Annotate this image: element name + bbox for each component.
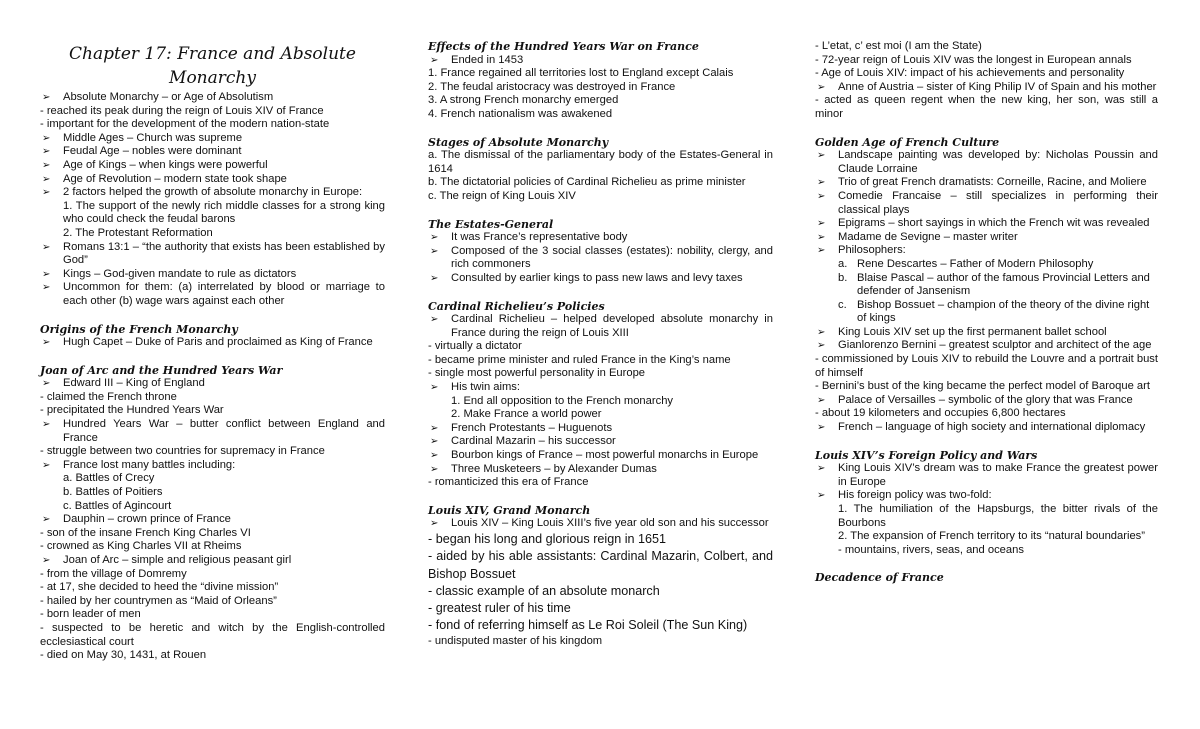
bullet-item: ➢ Louis XIV – King Louis XIII’s five year old son and his successor — [428, 517, 773, 531]
bullet-item: ➢ Absolute Monarchy – or Age of Absolutism — [40, 91, 385, 105]
bullet-item: ➢ Consulted by earlier kings to pass new laws and levy taxes — [428, 272, 773, 286]
chapter-title: Chapter 17: France and Absolute Monarchy — [69, 44, 356, 88]
estates-heading: The Estates-General — [428, 217, 554, 231]
dash-item: - single most powerful personality in Europe — [428, 367, 646, 380]
dash-item: - died on May 30, 1431, at Rouen — [40, 649, 207, 662]
dash-item: - classic example of an absolute monarch — [428, 583, 660, 598]
bullet-item: ➢ His foreign policy was two-fold: — [815, 489, 1158, 503]
sub-list-text: Bishop Bossuet – champion of the theory of the divine right of kings — [857, 298, 1150, 325]
foreign-policy-section — [815, 462, 1158, 557]
dash-item: - aided by his able assistants: Cardinal Mazarin, Colbert, and Bishop Bossuet — [428, 549, 773, 581]
bullet-item: ➢ Edward III – King of England — [40, 377, 385, 391]
effects-section — [428, 54, 773, 122]
bullet-item: ➢ Age of Revolution – modern state took shape — [40, 173, 385, 187]
bullet-item: ➢ Cardinal Richelieu – helped developed absolute monarchy in France during the reign of Louis XIII — [428, 313, 773, 340]
column-3 — [815, 40, 1158, 585]
bullet-item: ➢ Joan of Arc – simple and religious peasant girl — [40, 554, 385, 568]
bullet-item: ➢ Romans 13:1 – “the authority that exists has been established by God” — [40, 241, 385, 268]
dash-item: - commissioned by Louis XIV to rebuild the Louvre and a portrait bust of himself — [815, 353, 1158, 379]
dash-item: b. The dictatorial policies of Cardinal Richelieu as prime minister — [428, 176, 746, 189]
bullet-item: ➢ Ended in 1453 — [428, 54, 773, 68]
origins-section — [40, 336, 385, 350]
bullet-item: ➢ Cardinal Mazarin – his successor — [428, 435, 773, 449]
louis-section — [428, 517, 773, 648]
numbered-item: 2. The Protestant Reformation — [63, 226, 213, 239]
bullet-item: ➢ Anne of Austria – sister of King Philip IV of Spain and his mother — [815, 81, 1158, 95]
bullet-item: ➢ Hugh Capet – Duke of Paris and proclaimed as King of France — [40, 336, 385, 350]
sub-list-item — [815, 258, 1158, 272]
dash-item: - from the village of Domremy — [40, 567, 187, 580]
dash-item: - Bernini’s bust of the king became the perfect model of Baroque art — [815, 380, 1150, 393]
dash-item: - crowned as King Charles VII at Rheims — [40, 540, 242, 553]
dash-item: 3. A strong French monarchy emerged — [428, 94, 619, 107]
bullet-item: ➢ Landscape painting was developed by: Nicholas Poussin and Claude Lorraine — [815, 149, 1158, 176]
dash-item: - became prime minister and ruled France in the King’s name — [428, 353, 731, 366]
bullet-item: ➢ Madame de Sevigne – master writer — [815, 231, 1158, 245]
numbered-item: 1. The support of the newly rich middle classes for a strong king who could check the feudal barons — [63, 199, 385, 226]
sub-list-letter: c. — [838, 298, 847, 311]
dash-item: - hailed by her countrymen as “Maid of Orleans” — [40, 594, 277, 607]
dash-item: 4. French nationalism was awakened — [428, 107, 613, 120]
numbered-item: b. Battles of Poitiers — [63, 486, 163, 499]
dash-item: c. The reign of King Louis XIV — [428, 189, 576, 202]
numbered-item: 2. The expansion of French territory to its “natural boundaries” — [838, 530, 1145, 543]
bullet-item: ➢ French Protestants – Huguenots — [428, 422, 773, 436]
intro-section — [40, 91, 385, 309]
stages-section — [428, 149, 773, 203]
numbered-item: 1. End all opposition to the French monarchy — [451, 394, 674, 407]
numbered-item: c. Battles of Agincourt — [63, 499, 172, 512]
dash-item: - born leader of men — [40, 608, 141, 621]
bullet-item: ➢ French – language of high society and international diplomacy — [815, 421, 1158, 435]
dash-item: - struggle between two countries for supremacy in France — [40, 445, 325, 458]
dash-item: 1. France regained all territories lost to England except Calais — [428, 67, 734, 80]
louis-continued-section — [815, 40, 1158, 122]
bullet-item: ➢ Age of Kings – when kings were powerful — [40, 159, 385, 173]
dash-item: - 72-year reign of Louis XIV was the longest in European annals — [815, 53, 1132, 66]
numbered-item: 2. Make France a world power — [451, 408, 602, 421]
bullet-item: ➢ Comedie Francaise – still specializes in performing their classical plays — [815, 190, 1158, 217]
bullet-item: ➢ Middle Ages – Church was supreme — [40, 132, 385, 146]
dash-item: - greatest ruler of his time — [428, 601, 571, 616]
column-1 — [40, 40, 385, 663]
sub-list-item — [815, 272, 1158, 299]
dash-item: - reached its peak during the reign of Louis XIV of France — [40, 104, 324, 117]
dash-item: - at 17, she decided to heed the “divine mission” — [40, 581, 279, 594]
dash-item: - son of the insane French King Charles VI — [40, 526, 251, 539]
bullet-item: ➢ Composed of the 3 social classes (estates): nobility, clergy, and rich commoners — [428, 245, 773, 272]
bullet-item: ➢ 2 factors helped the growth of absolute monarchy in Europe: — [40, 186, 385, 200]
dash-item: a. The dismissal of the parliamentary body of the Estates-General in 1614 — [428, 149, 773, 175]
foreign-policy-heading: Louis XIV’s Foreign Policy and Wars — [815, 448, 1038, 462]
numbered-item: 1. The humiliation of the Hapsburgs, the bitter rivals of the Bourbons — [838, 503, 1158, 529]
column-2 — [428, 40, 773, 648]
dash-item: - fond of referring himself as Le Roi Soleil (The Sun King) — [428, 618, 748, 633]
numbered-item: a. Battles of Crecy — [63, 472, 155, 485]
bullet-item: ➢ Bourbon kings of France – most powerful monarchs in Europe — [428, 449, 773, 463]
sub-list-letter: a. — [838, 257, 848, 270]
decadence-heading: Decadence of France — [815, 571, 944, 585]
dash-item: - about 19 kilometers and occupies 6,800 hectares — [815, 407, 1066, 420]
numbered-item: - mountains, rivers, seas, and oceans — [838, 543, 1024, 556]
dash-item: - romanticized this era of France — [428, 476, 589, 489]
bullet-item: ➢ Philosophers: — [815, 244, 1158, 258]
dash-item: 2. The feudal aristocracy was destroyed in France — [428, 80, 676, 93]
bullet-item: ➢ It was France’s representative body — [428, 231, 773, 245]
golden-age-heading: Golden Age of French Culture — [815, 135, 1000, 149]
dash-item: - suspected to be heretic and witch by the English-controlled ecclesiastical court — [40, 621, 385, 648]
sub-list-text: Blaise Pascal – author of the famous Provincial Letters and defender of Jansenism — [857, 271, 1150, 298]
bullet-item: ➢ King Louis XIV set up the first permanent ballet school — [815, 326, 1158, 340]
bullet-item: ➢ Epigrams – short sayings in which the French wit was revealed — [815, 217, 1158, 231]
dash-item: - acted as queen regent when the new king, her son, was still a minor — [815, 94, 1158, 120]
bullet-item: ➢ His twin aims: — [428, 381, 773, 395]
bullet-item: ➢ Feudal Age – nobles were dominant — [40, 145, 385, 159]
bullet-item: ➢ Uncommon for them: (a) interrelated by blood or marriage to each other (b) wage wars against each other — [40, 281, 385, 308]
sub-list-item — [815, 299, 1158, 326]
bullet-item: ➢ Hundred Years War – butter conflict between England and France — [40, 418, 385, 445]
dash-item: - began his long and glorious reign in 1651 — [428, 532, 667, 546]
bullet-item: ➢ Gianlorenzo Bernini – greatest sculptor and architect of the age — [815, 339, 1158, 353]
sub-list-letter: b. — [838, 271, 848, 284]
bullet-item: ➢ Three Musketeers – by Alexander Dumas — [428, 463, 773, 477]
bullet-item: ➢ King Louis XIV’s dream was to make France the greatest power in Europe — [815, 462, 1158, 489]
bullet-item: ➢ Dauphin – crown prince of France — [40, 513, 385, 527]
dash-item: - Age of Louis XIV: impact of his achievements and personality — [815, 67, 1125, 80]
sub-list-text: Rene Descartes – Father of Modern Philosophy — [857, 257, 1094, 270]
dash-item: - precipitated the Hundred Years War — [40, 404, 224, 417]
dash-item: - important for the development of the modern nation-state — [40, 118, 330, 131]
bullet-item: ➢ France lost many battles including: — [40, 459, 385, 473]
dash-item: - claimed the French throne — [40, 390, 177, 403]
joan-section — [40, 377, 385, 662]
richelieu-section — [428, 313, 773, 490]
stages-heading: Stages of Absolute Monarchy — [428, 135, 609, 149]
richelieu-heading: Cardinal Richelieu’s Policies — [428, 299, 605, 313]
origins-heading: Origins of the French Monarchy — [40, 322, 238, 336]
estates-section — [428, 231, 773, 285]
bullet-item: ➢ Palace of Versailles – symbolic of the glory that was France — [815, 394, 1158, 408]
dash-item: - undisputed master of his kingdom — [428, 634, 603, 647]
joan-heading: Joan of Arc and the Hundred Years War — [40, 363, 283, 377]
golden-age-section — [815, 149, 1158, 434]
dash-item: - virtually a dictator — [428, 340, 522, 353]
bullet-item: ➢ Trio of great French dramatists: Corneille, Racine, and Moliere — [815, 176, 1158, 190]
effects-heading: Effects of the Hundred Years War on France — [428, 40, 699, 53]
dash-item: - L’etat, c’ est moi (I am the State) — [815, 40, 982, 52]
louis-heading: Louis XIV, Grand Monarch — [428, 503, 591, 517]
bullet-item: ➢ Kings – God-given mandate to rule as dictators — [40, 268, 385, 282]
